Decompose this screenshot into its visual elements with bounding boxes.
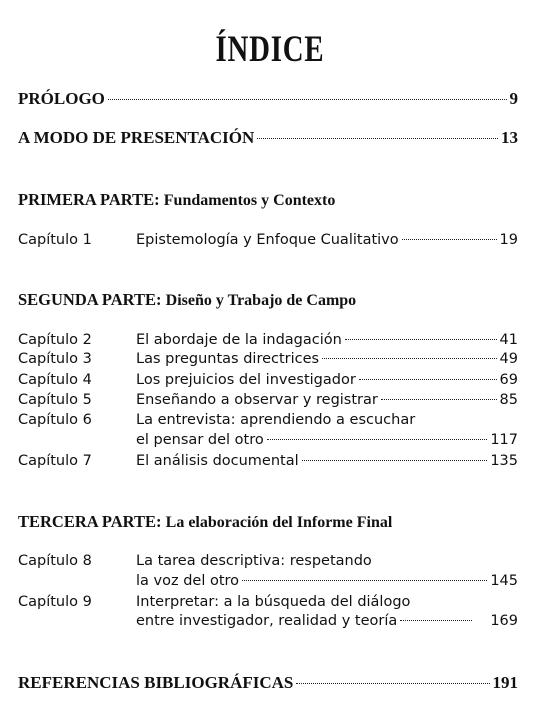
leader-dots [381, 399, 497, 400]
toc-page-number: 19 [499, 232, 518, 248]
part-heading-label: TERCERA PARTE: [18, 512, 162, 531]
leader-dots [296, 683, 489, 684]
chapter-title: Las preguntas directrices [136, 351, 320, 367]
part-heading-2 [18, 290, 356, 310]
toc-entry-chapter-8-cont[interactable] [18, 573, 518, 589]
toc-entry-presentacion[interactable] [18, 128, 518, 148]
leader-dots [359, 379, 497, 380]
toc-entry-chapter-9[interactable] [18, 594, 518, 610]
toc-entry-label: A MODO DE PRESENTACIÓN [18, 128, 255, 147]
page-title: ÍNDICE [215, 29, 325, 70]
toc-entry-chapter-5[interactable] [18, 392, 518, 408]
toc-entry-chapter-6[interactable] [18, 412, 518, 428]
chapter-title: La entrevista: aprendiendo a escuchar [136, 412, 416, 428]
toc-entry-chapter-6-cont[interactable] [18, 432, 518, 448]
leader-dots [322, 358, 496, 359]
chapter-title: La tarea descriptiva: respetando [136, 553, 372, 569]
toc-entry-chapter-9-cont[interactable] [18, 613, 518, 629]
toc-page-number: 69 [499, 372, 518, 388]
toc-entry-chapter-3[interactable] [18, 351, 518, 367]
chapter-title-continued: entre investigador, realidad y teoría [136, 613, 398, 629]
toc-page-number: 145 [490, 573, 518, 589]
leader-dots [242, 580, 487, 581]
chapter-title-continued: la voz del otro [136, 573, 240, 589]
toc-entry-chapter-2[interactable] [18, 332, 518, 348]
leader-dots [402, 239, 497, 240]
chapter-number: Capítulo 7 [18, 453, 92, 469]
chapter-number: Capítulo 9 [18, 594, 92, 610]
toc-entry-label: REFERENCIAS BIBLIOGRÁFICAS [18, 673, 294, 692]
toc-page-number: 117 [490, 432, 518, 448]
chapter-title: Los prejuicios del investigador [136, 372, 356, 388]
chapter-number: Capítulo 1 [18, 232, 92, 248]
chapter-title: Enseñando a observar y registrar [136, 392, 378, 408]
part-heading-title: Diseño y Trabajo de Campo [165, 292, 357, 309]
toc-page-number: 135 [490, 453, 518, 469]
toc-page-number: 13 [501, 128, 518, 147]
part-heading-label: SEGUNDA PARTE: [18, 290, 162, 309]
toc-entry-chapter-4[interactable] [18, 372, 518, 388]
chapter-title: El análisis documental [136, 453, 299, 469]
leader-dots [400, 620, 472, 621]
chapter-number: Capítulo 4 [18, 372, 92, 388]
part-heading-title: Fundamentos y Contexto [163, 192, 336, 209]
part-heading-3 [18, 512, 392, 532]
chapter-number: Capítulo 5 [18, 392, 92, 408]
chapter-title: Interpretar: a la búsqueda del diálogo [136, 594, 411, 610]
leader-dots [108, 99, 507, 100]
chapter-number: Capítulo 2 [18, 332, 92, 348]
chapter-number: Capítulo 6 [18, 412, 92, 428]
leader-dots [257, 138, 498, 139]
toc-page-number: 41 [499, 332, 518, 348]
chapter-number: Capítulo 3 [18, 351, 92, 367]
toc-entry-chapter-7[interactable] [18, 453, 518, 469]
leader-dots [302, 460, 488, 461]
leader-dots [267, 439, 488, 440]
toc-page-number: 191 [492, 673, 518, 692]
toc-entry-chapter-8[interactable] [18, 553, 518, 569]
toc-page-number: 85 [499, 392, 518, 408]
part-heading-label: PRIMERA PARTE: [18, 190, 160, 209]
chapter-title: El abordaje de la indagación [136, 332, 342, 348]
toc-entry-chapter-1[interactable] [18, 232, 518, 248]
chapter-title: Epistemología y Enfoque Cualitativo [136, 232, 399, 248]
leader-dots [345, 339, 497, 340]
chapter-number: Capítulo 8 [18, 553, 92, 569]
toc-page-number: 169 [490, 613, 518, 629]
part-heading-title: La elaboración del Informe Final [165, 514, 393, 531]
toc-page-number: 49 [499, 351, 518, 367]
toc-entry-prologo[interactable] [18, 89, 518, 109]
toc-entry-label: PRÓLOGO [18, 89, 105, 108]
toc-page-number: 9 [509, 89, 518, 108]
chapter-title-continued: el pensar del otro [136, 432, 264, 448]
toc-entry-referencias[interactable] [18, 673, 518, 693]
part-heading-1 [18, 190, 335, 210]
